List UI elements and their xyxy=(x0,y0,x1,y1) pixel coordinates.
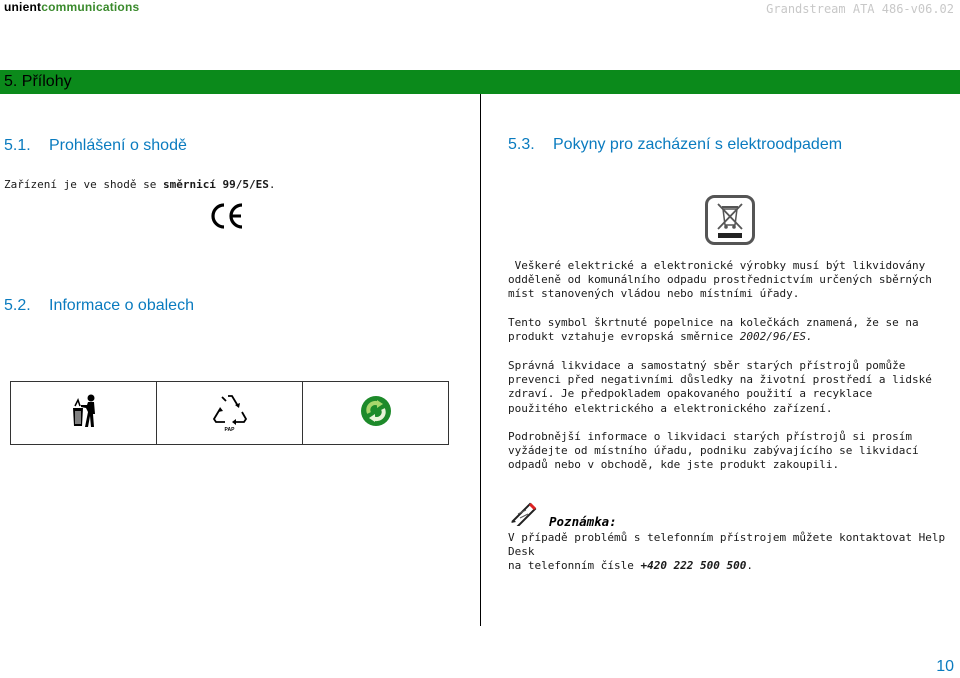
tidyman-icon xyxy=(69,394,99,432)
text-line: míst stanovených vládou nebo místními úřady. xyxy=(508,287,800,301)
ce-mark-icon xyxy=(210,202,246,234)
section-number: 5.2. xyxy=(4,297,31,314)
text-span: . xyxy=(746,559,754,573)
paragraph-separate-disposal xyxy=(508,259,932,302)
section-title: Informace o obalech xyxy=(49,297,194,314)
helpdesk-phone: +420 222 500 500 xyxy=(640,559,747,573)
green-dot-icon xyxy=(360,395,392,431)
section-5-3-heading xyxy=(508,136,842,154)
company-logo xyxy=(4,0,139,14)
conformity-text-post: . xyxy=(268,178,276,191)
text-line: vyžádejte od místního úřadu, podniku zabývajícího se likvidací xyxy=(508,444,919,458)
page-number: 10 xyxy=(936,658,954,675)
table-cell xyxy=(157,382,303,444)
section-number: 5.1. xyxy=(4,137,31,154)
table-cell xyxy=(303,382,448,444)
weee-bin-icon xyxy=(705,195,755,249)
section-title: Pokyny pro zacházení s elektroodpadem xyxy=(553,136,843,153)
note-text xyxy=(508,531,960,574)
conformity-text-pre: Zařízení je ve shodě se xyxy=(4,178,163,191)
section-5-1-heading xyxy=(4,137,187,155)
section-title: Prohlášení o shodě xyxy=(49,137,187,154)
text-span: na telefonním čísle xyxy=(508,559,641,573)
column-divider xyxy=(480,94,481,626)
document-title: Grandstream ATA 486-v06.02 xyxy=(766,2,954,16)
text-line: odděleně od komunálního odpadu prostřednictvím určených sběrných xyxy=(508,273,932,287)
text-line: V případě problémů s telefonním přístrojem můžete kontaktovat Help Desk xyxy=(508,531,946,559)
text-line: Tento symbol škrtnuté popelnice na kolečkách znamená, že se na xyxy=(508,316,919,329)
text-line: Správná likvidace a samostatný sběr starých přístrojů pomůže xyxy=(508,359,906,372)
directive-reference: směrnicí 99/5/ES xyxy=(162,178,269,191)
table-cell xyxy=(11,382,157,444)
section-5-2-heading xyxy=(4,297,194,315)
chapter-title: 5. Přílohy xyxy=(4,73,72,90)
text-line: Podrobnější informace o likvidaci starých přístrojů si prosím xyxy=(508,430,912,443)
text-line xyxy=(508,559,960,573)
conformity-text xyxy=(4,178,276,192)
logo-text-part1: unient xyxy=(4,0,42,14)
chapter-bar xyxy=(0,70,960,94)
note-title: Poznámka: xyxy=(549,514,617,529)
section-number: 5.3. xyxy=(508,136,535,153)
text-line xyxy=(508,330,919,344)
recycle-pap-icon xyxy=(211,393,249,429)
text-line: Veškeré elektrické a elektronické výrobky musí být likvidovány xyxy=(508,259,926,272)
text-span: produkt vztahuje evropská směrnice xyxy=(508,330,740,344)
paragraph-more-info xyxy=(508,430,919,473)
text-line: použitého elektrického a elektronického zařízení. xyxy=(508,401,833,415)
text-line: zdraví. Je předpokladem opakovaného použití a recyklace xyxy=(508,387,873,401)
text-line: odpadů nebo v obchodě, kde jste produkt zakoupili. xyxy=(508,458,840,472)
logo-text-part2: communications xyxy=(41,0,140,14)
text-line: prevenci před negativními důsledky na životní prostředí a lidské xyxy=(508,373,932,387)
pap-label: PAP xyxy=(224,427,235,433)
paragraph-proper-disposal xyxy=(508,359,932,416)
packaging-symbols-table xyxy=(10,381,449,445)
pencil-note-icon xyxy=(508,500,542,530)
directive-italic: 2002/96/ES. xyxy=(739,330,813,344)
paragraph-bin-symbol xyxy=(508,316,919,344)
